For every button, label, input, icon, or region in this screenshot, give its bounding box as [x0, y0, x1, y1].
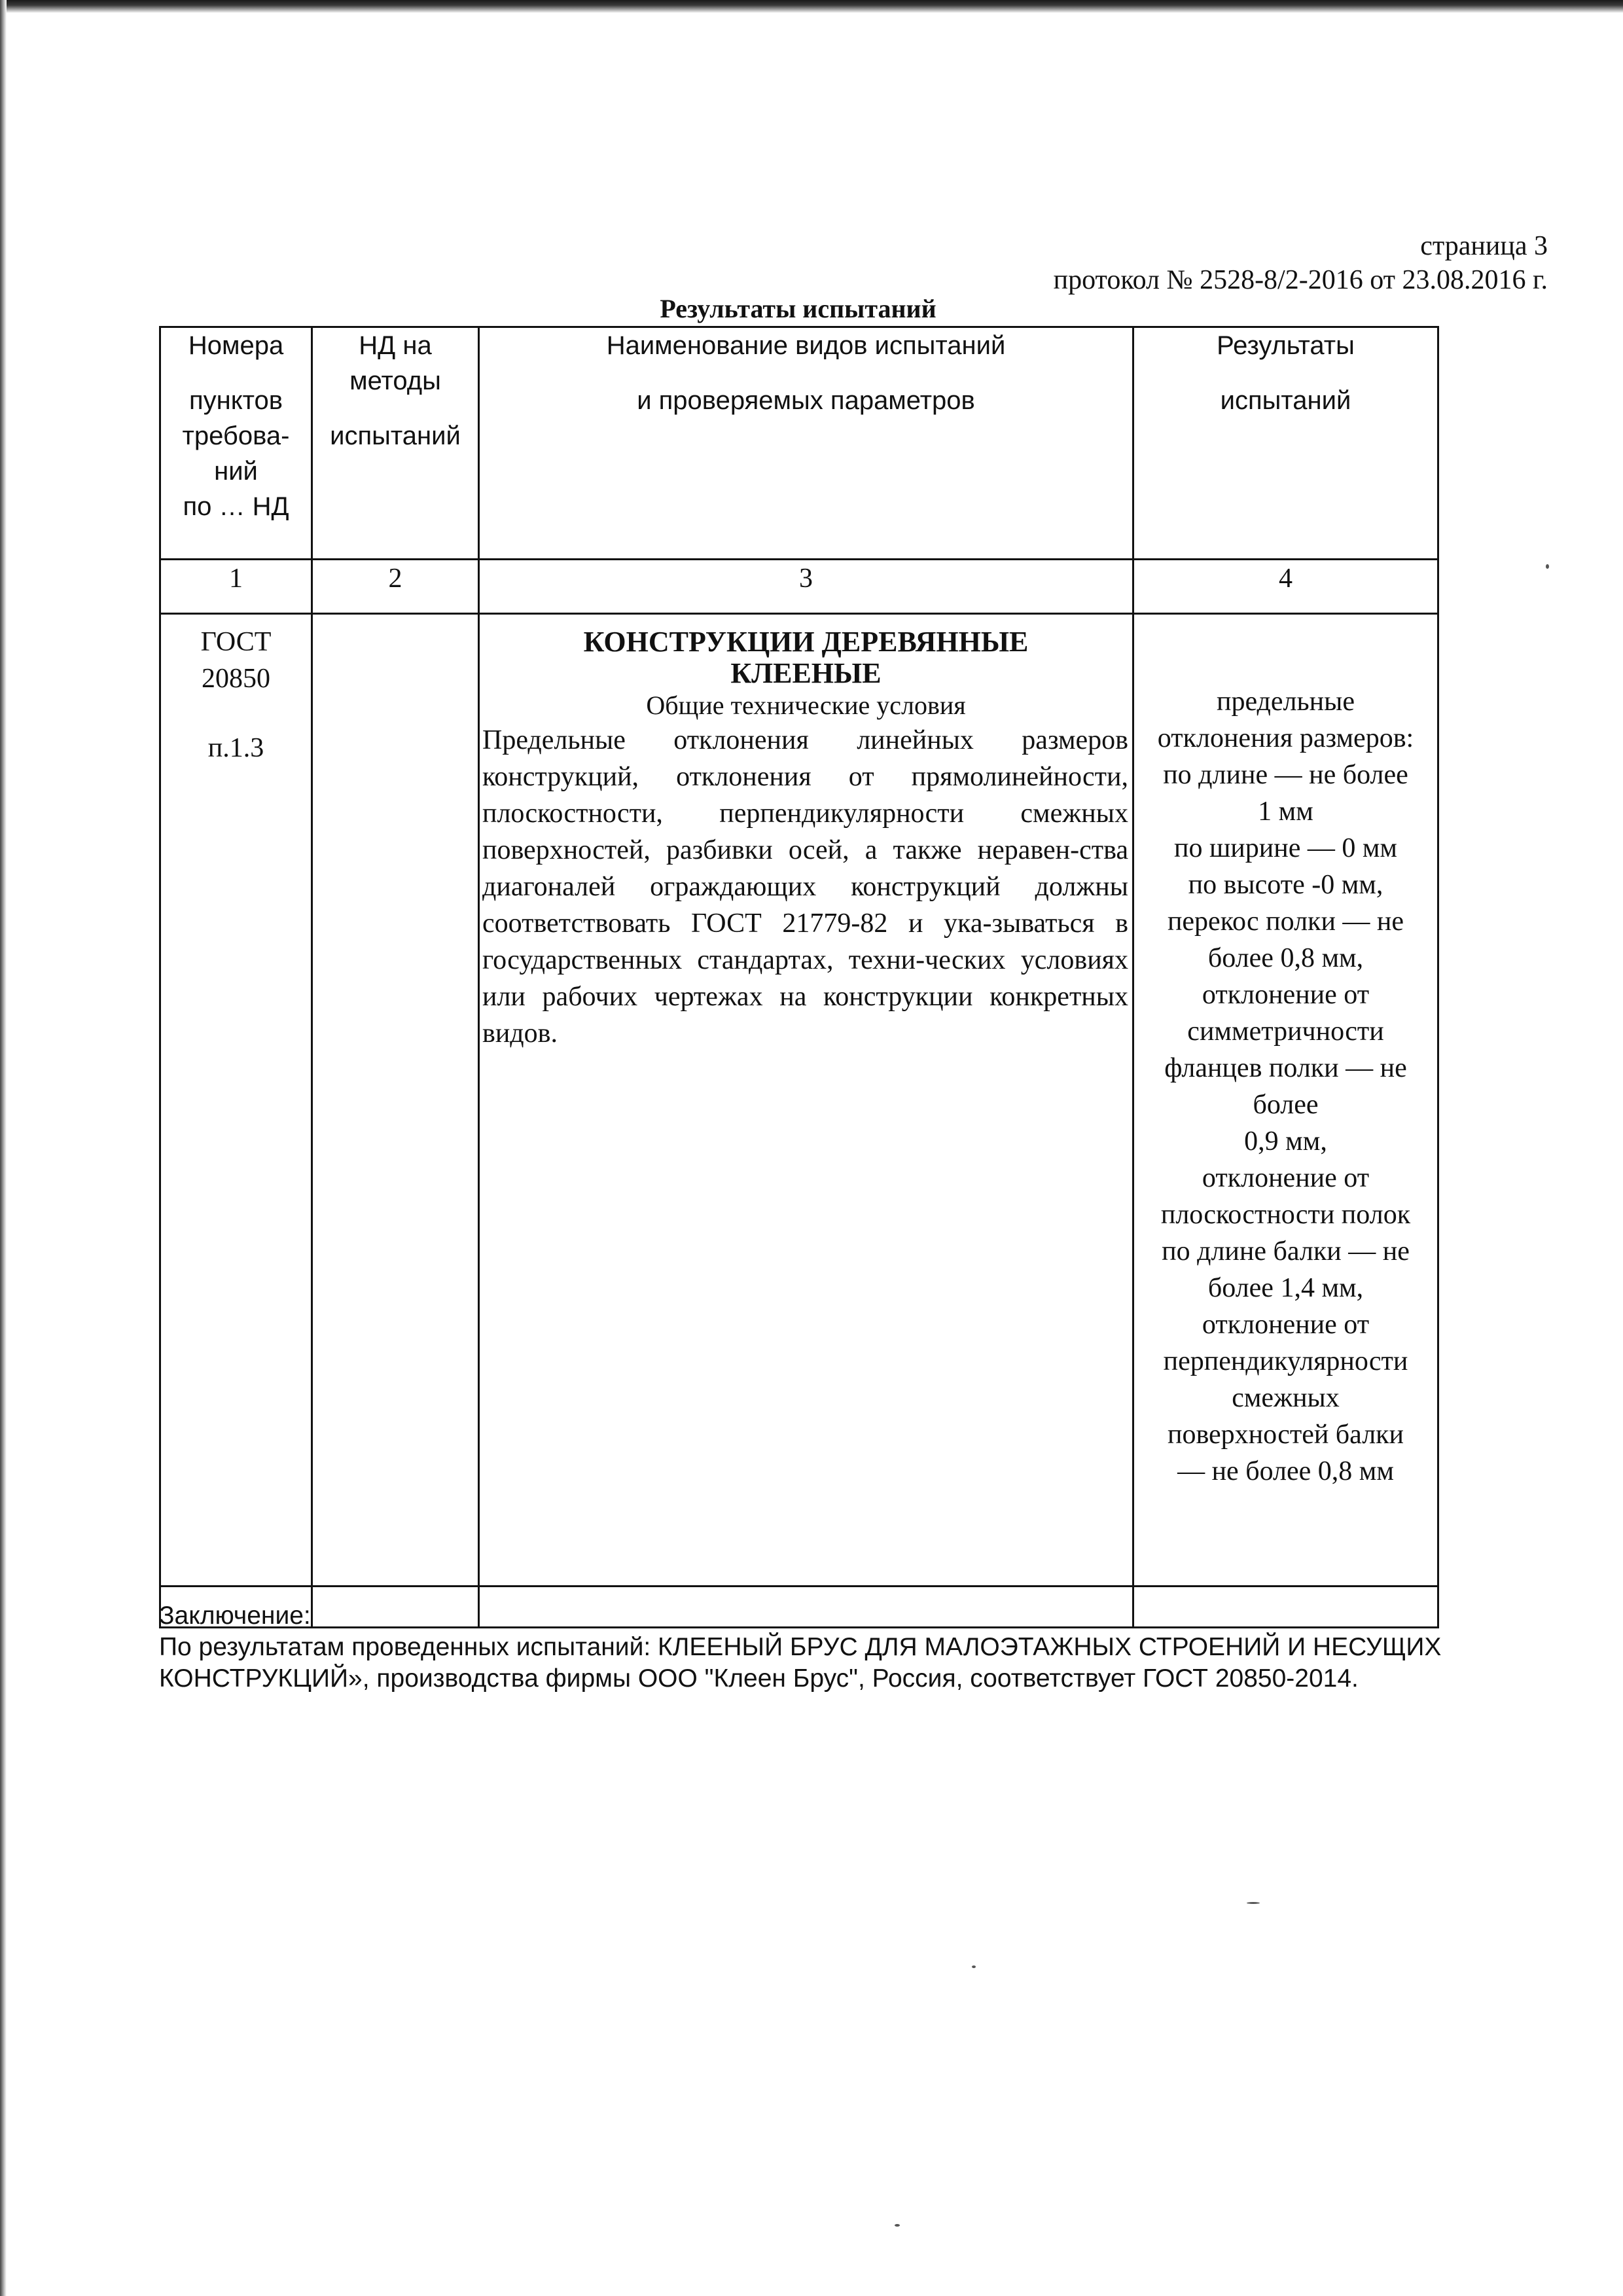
result-line: 0,9 мм,	[1244, 1126, 1327, 1157]
header-line: НД на	[359, 331, 432, 360]
result-line: отклонение от	[1202, 1310, 1370, 1340]
result-line: симметричности	[1187, 1016, 1384, 1047]
column-number: 3	[479, 560, 1133, 614]
results-table	[159, 326, 1439, 1628]
scan-speck	[1546, 564, 1549, 569]
test-description-cell	[479, 614, 1133, 1587]
result-line: по высоте -0 мм,	[1188, 870, 1383, 900]
requirement-description: Предельные отклонения линейных размеров конструкций, отклонения от прямолинейности, плоскостности, перпендикулярности смежных поверхностей, разбивки осей, а также неравен-ства диагоналей ограждающих конструкций должны соответствовать ГОСТ 21779-82 и ука-зываться в государственных стандартах, техни-ческих условиях или рабочих чертежах на конструкции конкретных видов.	[482, 725, 1128, 1049]
result-line: отклонение от	[1202, 1163, 1370, 1193]
spacer	[162, 697, 310, 730]
table-title: Результаты испытаний	[660, 294, 936, 323]
result-line: более 1,4 мм,	[1207, 1273, 1364, 1303]
scan-speck	[895, 2224, 900, 2227]
page-header	[1054, 229, 1548, 297]
result-line: более 0,8 мм,	[1207, 943, 1364, 973]
column-header-requirements	[160, 327, 312, 560]
result-line: по ширине — 0 мм	[1173, 833, 1398, 863]
page-number: страница 3	[1420, 231, 1548, 261]
result-line: фланцев полки — не	[1164, 1053, 1407, 1083]
header-line: испытаний	[330, 422, 461, 450]
header-line: методы	[349, 367, 441, 395]
column-number: 2	[312, 560, 479, 614]
table-header-row	[160, 327, 1438, 560]
header-line: Результаты	[1217, 331, 1355, 360]
result-line: перпендикулярности	[1163, 1346, 1408, 1376]
result-line: отклонения размеров:	[1157, 723, 1414, 753]
header-line: и проверяемых параметров	[637, 386, 975, 415]
column-number: 4	[1133, 560, 1438, 614]
result-cell	[1133, 614, 1438, 1587]
result-line: 1 мм	[1258, 797, 1313, 827]
result-line: поверхностей балки	[1167, 1420, 1404, 1450]
result-line: перекос полки — не	[1167, 906, 1404, 937]
result-line: смежных	[1232, 1383, 1340, 1413]
column-header-tests	[479, 327, 1133, 560]
conclusion	[159, 1600, 1533, 1695]
result-line: отклонение от	[1202, 980, 1370, 1010]
method-cell	[312, 614, 479, 1587]
requirement-standard: ГОСТ	[200, 627, 272, 657]
requirement-clause: п.1.3	[207, 733, 264, 763]
section-title-line: КЛЕЕНЫЕ	[730, 657, 882, 689]
requirement-cell	[160, 614, 312, 1587]
section-subtitle: Общие технические условия	[646, 691, 966, 720]
header-line: требова-	[182, 422, 290, 450]
section-title-line: КОНСТРУКЦИИ ДЕРЕВЯННЫЕ	[583, 626, 1029, 658]
result-line: по длине — не более	[1163, 760, 1408, 790]
result-line: — не более 0,8 мм	[1177, 1456, 1394, 1486]
header-line: Наименование видов испытаний	[606, 331, 1006, 360]
header-line: пунктов	[188, 386, 283, 415]
result-line: более	[1253, 1090, 1319, 1120]
result-line: плоскостности полок	[1160, 1200, 1411, 1230]
column-header-methods	[312, 327, 479, 560]
column-header-results	[1133, 327, 1438, 560]
header-line: по … НД	[183, 492, 289, 521]
section-title	[481, 615, 1131, 689]
scan-speck	[972, 1965, 976, 1968]
header-line: Номера	[188, 331, 284, 360]
header-line: испытаний	[1220, 386, 1351, 415]
protocol-reference: протокол № 2528-8/2-2016 от 23.08.2016 г.	[1053, 265, 1548, 295]
column-number-row	[160, 560, 1438, 614]
table-row	[160, 614, 1438, 1587]
column-number: 1	[160, 560, 312, 614]
scan-speck	[1247, 1902, 1260, 1904]
result-line: предельные	[1216, 687, 1355, 717]
requirement-number: 20850	[202, 664, 270, 694]
scan-edge-left	[0, 0, 7, 2296]
header-line: ний	[214, 457, 258, 486]
conclusion-label: Заключение:	[159, 1602, 311, 1630]
result-line: по длине балки — не	[1162, 1236, 1410, 1266]
scan-edge	[0, 0, 1623, 13]
conclusion-text: По результатам проведенных испытаний: КЛЕЕНЫЙ БРУС ДЛЯ МАЛОЭТАЖНЫХ СТРОЕНИЙ И НЕСУЩИХ КОНСТРУКЦИЙ», производства фирмы ООО "Клеен Брус", Россия, соответствует ГОСТ 20850-2014.	[159, 1633, 1442, 1693]
